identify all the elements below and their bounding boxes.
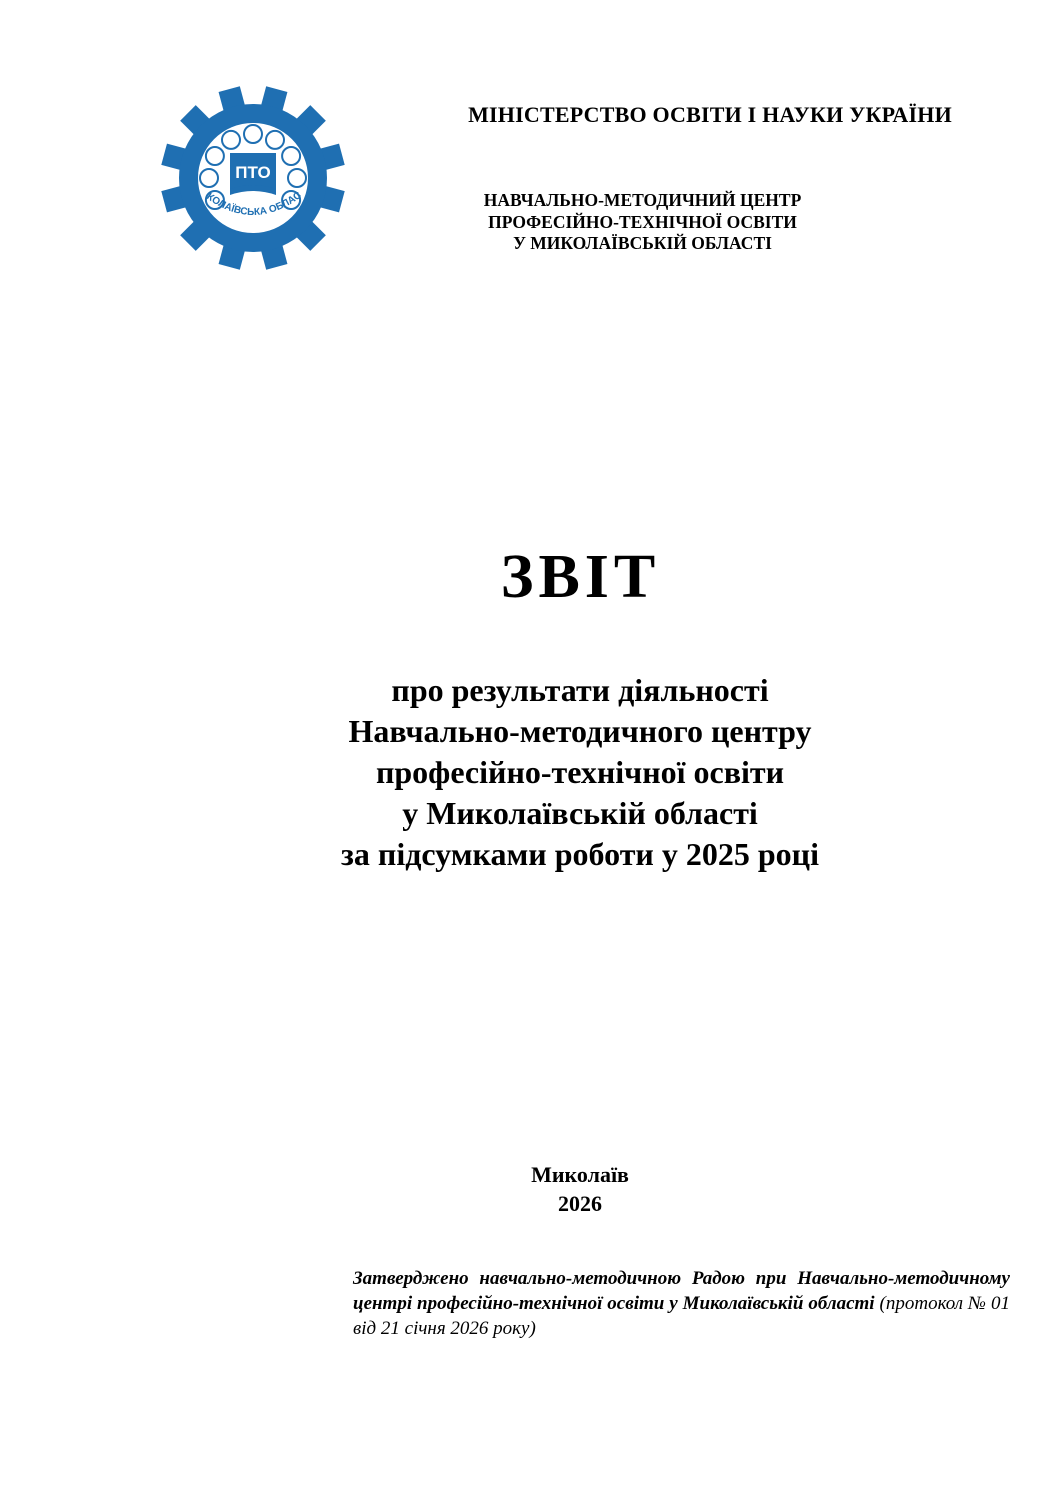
- center-name-line: НАВЧАЛЬНО-МЕТОДИЧНИЙ ЦЕНТР: [483, 190, 802, 210]
- report-subtitle: [180, 670, 980, 875]
- center-name: [400, 190, 885, 255]
- logo-monogram: ПТО: [235, 163, 271, 182]
- center-name-line: У МИКОЛАЇВСЬКІЙ ОБЛАСТІ: [513, 233, 772, 253]
- subtitle-line: професійно-технічної освіти: [375, 754, 785, 790]
- subtitle-line: у Миколаївській області: [402, 795, 758, 831]
- ministry-name: МІНІСТЕРСТВО ОСВІТИ І НАУКИ УКРАЇНИ: [468, 102, 952, 127]
- subtitle-line: за підсумками роботи у 2025 році: [341, 836, 819, 872]
- city: Миколаїв: [531, 1162, 629, 1187]
- logo-emblem: [160, 85, 346, 271]
- report-title: ЗВІТ: [500, 543, 661, 611]
- city-year: [380, 1160, 780, 1218]
- logo-caption: КОЛАЇВСЬКА ОБЛАС: [204, 190, 304, 219]
- year: 2026: [558, 1191, 602, 1216]
- center-name-line: ПРОФЕСІЙНО-ТЕХНІЧНОЇ ОСВІТИ: [488, 211, 797, 232]
- approval-text: Затверджено навчально-методичною Радою при Навчально-методичному центрі професійно-технічної освіти у Миколаївській області: [353, 1268, 1010, 1314]
- approval-note: [353, 1266, 1010, 1341]
- subtitle-line: Навчально-методичного центру: [348, 713, 812, 749]
- gear-emblem-icon: [160, 85, 346, 271]
- approval-protocol: (протокол № 01 від 21 січня 2026 року): [353, 1293, 1010, 1339]
- subtitle-line: про результати діяльності: [391, 672, 769, 708]
